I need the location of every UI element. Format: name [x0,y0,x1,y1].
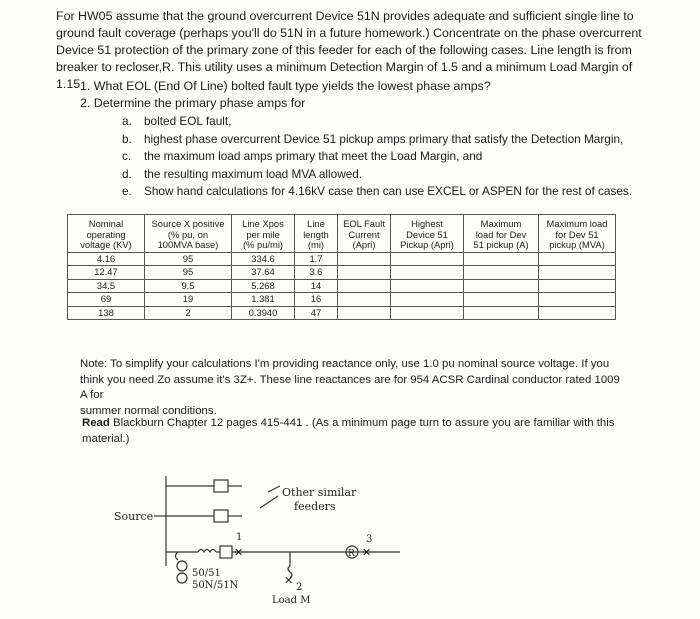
table-cell [539,306,616,320]
table-cell [338,252,391,266]
sub-item [122,148,632,166]
table-cell: 69 [68,293,145,307]
sub-item-letter: c. [122,149,132,163]
relay-circle [177,573,187,583]
question-number: 2. [80,96,91,110]
table-cell [539,266,616,280]
question-list [80,78,491,112]
load-number: 2 [296,582,303,593]
load-x-icon: ✕ [284,574,294,587]
table-cell [338,279,391,293]
breaker-number: 1 [236,532,243,543]
table-cell: 334.6 [232,252,295,266]
table-cell: 1.381 [232,293,295,307]
intro-line: breaker to recloser,R. This utility uses a minimum Detection Margin of 1.5 and a minimum Load Margin of 1.15 [56,60,633,91]
note-line: Note: To simplify your calculations I'm providing reactance only, use 1.0 pu nominal source voltage. If you [80,358,610,370]
table-cell: 1.7 [295,252,338,266]
table-cell [464,279,539,293]
recloser-letter: R [348,549,355,559]
other-similar-label: Other similar [282,486,357,499]
table-cell [338,266,391,280]
question-2 [80,95,491,112]
relay-label-50n-51n: 50N/51N [192,580,239,591]
table-cell: 5.268 [232,279,295,293]
sub-item [122,113,632,131]
reading-text: material.) [82,432,130,445]
feeder-breaker-box [220,546,232,558]
sub-item-letter: d. [122,166,132,181]
one-line-diagram [100,470,400,610]
table-cell [391,252,464,266]
table-cell: 4.16 [68,252,145,266]
breaker-box [214,510,228,522]
table-row [68,306,616,320]
sub-item [122,166,632,184]
table-cell [464,293,539,307]
source-label: Source [114,510,154,523]
note-line: think you need Zo assume it's 3Z+. These line reactances are for 954 ACSR Cardinal conductor rated 1009 A for [80,373,620,401]
column-header-highest-pickup: Highest Device 51 Pickup (Apri) [391,215,464,253]
sub-item-list [122,113,632,201]
table-cell [464,266,539,280]
table-cell: 95 [145,252,232,266]
table-row [68,293,616,307]
sub-item-text: highest phase overcurrent Device 51 pickup amps primary that satisfy the Detection Margin, [144,131,624,146]
reading-assignment [82,416,622,447]
sub-item-letter: a. [122,114,132,128]
table-row [68,266,616,280]
note-line: summer normal conditions. [80,404,217,417]
table-cell [338,306,391,320]
note-paragraph [80,357,620,419]
table-cell: 37.64 [232,266,295,280]
relay-label-50-51: 50/51 [192,568,221,579]
table-row [68,279,616,293]
sub-item [122,131,632,149]
ct-coil [198,550,216,553]
other-feeders-arrow [260,496,278,508]
recloser-number: 3 [366,534,373,545]
column-header-max-load-amps: Maximum load for Dev 51 pickup (A) [464,215,539,253]
table-cell: 16 [295,293,338,307]
intro-line: ground fault coverage (perhaps you'll do 51N in a future homework.) Concentrate on the phase overcurrent [56,26,642,40]
column-header-line-length: Line length (mi) [295,215,338,253]
sub-item-text: bolted EOL fault, [144,114,232,128]
table-cell [539,279,616,293]
table-cell [391,293,464,307]
table-cell: 12.47 [68,266,145,280]
table-cell: 138 [68,306,145,320]
table-cell [391,306,464,320]
column-header-voltage: Nominal operating voltage (KV) [68,215,145,253]
table-header-row [68,215,616,253]
relay-circle [177,561,187,571]
table-cell [338,293,391,307]
sub-item [122,183,632,201]
table-cell: 47 [295,306,338,320]
breaker-box [214,480,228,492]
intro-line: Device 51 protection of the primary zone of this feeder for each of the following cases. Line length is from [56,43,632,57]
question-number: 1. [80,79,91,93]
reading-text: Blackburn Chapter 12 pages 415-441 . (As a minimum page turn to assure you are familiar with this [109,417,615,429]
table-row [68,252,616,266]
table-cell: 14 [295,279,338,293]
table-cell: 95 [145,266,232,280]
sub-item-text: the maximum load amps primary that meet the Load Margin, and [144,149,483,163]
table-cell [539,252,616,266]
table-cell: 9.5 [145,279,232,293]
sub-item-text: Show hand calculations for 4.16kV case then can use EXCEL or ASPEN for the rest of cases. [144,184,633,198]
question-text: Determine the primary phase amps for [93,96,306,110]
recloser-x-icon: ✕ [362,546,372,559]
question-text: What EOL (End Of Line) bolted fault type yields the lowest phase amps? [93,79,491,93]
intro-line: For HW05 assume that the ground overcurrent Device 51N provides adequate and sufficient single line to [56,9,634,23]
load-label: Load M [272,595,311,606]
sub-item-letter: e. [122,184,132,198]
table-cell: 34.5 [68,279,145,293]
column-header-line-xpos: Line Xpos per mile (% pu/mi) [232,215,295,253]
table-cell [464,252,539,266]
breaker-x-icon: ✕ [234,546,244,559]
table-cell: 3.6 [295,266,338,280]
table-cell [539,293,616,307]
table-cell [391,266,464,280]
table-cell [391,279,464,293]
table-cell: 19 [145,293,232,307]
column-header-eol-fault: EOL Fault Current (Apri) [338,215,391,253]
column-header-source-x: Source X positive (% pu, on 100MVA base) [145,215,232,253]
sub-item-text: the resulting maximum load MVA allowed. [144,166,363,181]
reading-bold-label: Read [82,417,110,429]
table-cell [464,306,539,320]
table-cell: 0.3940 [232,306,295,320]
feeder-data-table [67,214,616,320]
table-cell: 2 [145,306,232,320]
column-header-max-load-mva: Maximum load for Dev 51 pickup (MVA) [539,215,616,253]
question-1 [80,78,491,95]
feeders-label: feeders [294,500,336,513]
sub-item-letter: b. [122,131,132,146]
